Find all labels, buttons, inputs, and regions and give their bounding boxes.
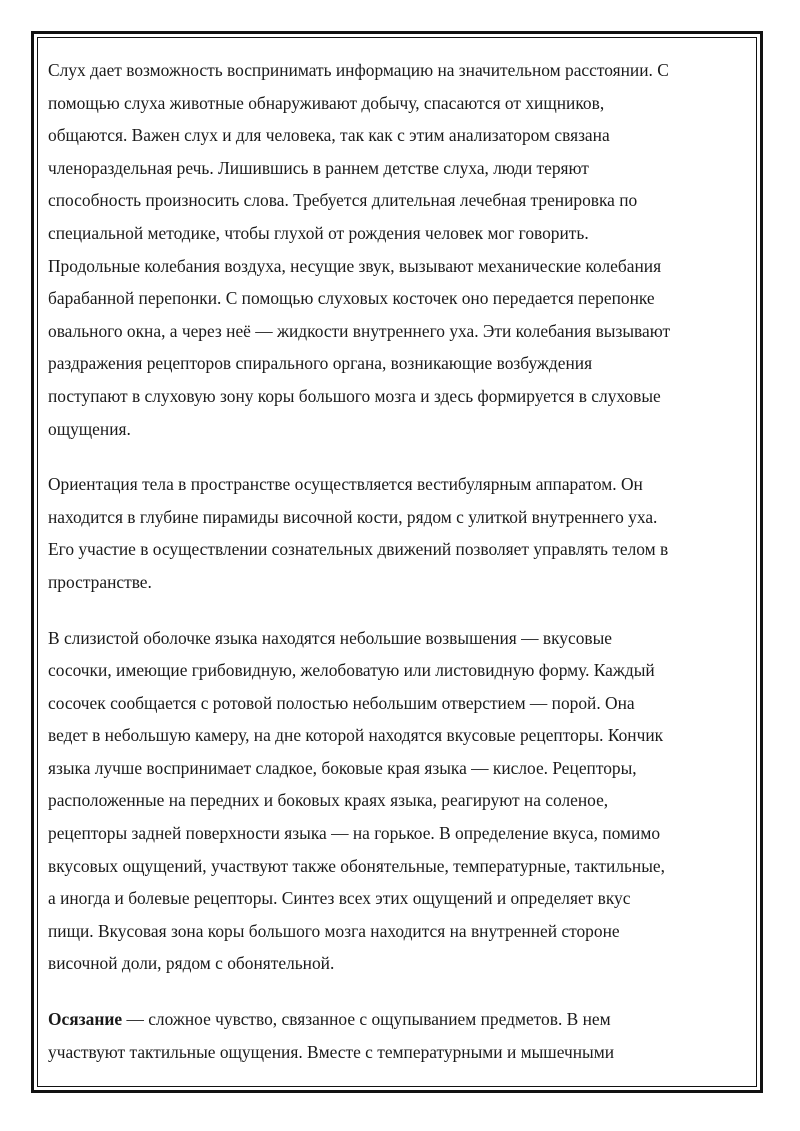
text-line: языка лучше воспринимает сладкое, боковые края языка — кислое. Рецепторы, [48,757,637,778]
text-line: вкусовых ощущений, участвуют также обонятельные, температурные, тактильные, [48,855,665,876]
text-line: членораздельная речь. Лишившись в раннем детстве слуха, люди теряют [48,157,589,178]
text-line: поступают в слуховую зону коры большого мозга и здесь формируется в слуховые [48,385,661,406]
text-line: раздражения рецепторов спирального органа, возникающие возбуждения [48,353,593,374]
text-line: Продольные колебания воздуха, несущие звук, вызывают механические колебания [48,255,662,276]
text-line: Ориентация тела в пространстве осуществляется вестибулярным аппаратом. Он [48,474,643,495]
text-line: ощущения. [48,418,131,439]
text-line: находится в глубине пирамиды височной кости, рядом с улиткой внутреннего уха. [48,506,658,527]
text-line: пищи. Вкусовая зона коры большого мозга находится на внутренней стороне [48,920,620,941]
text-line: а иногда и болевые рецепторы. Синтез всех этих ощущений и определяет вкус [48,888,631,909]
text-line: участвуют тактильные ощущения. Вместе с температурными и мышечными [48,1041,615,1062]
text-line: — сложное чувство, связанное с ощупыванием предметов. В нем [122,1009,611,1030]
text-line: барабанной перепонки. С помощью слуховых косточек оно передается перепонке [48,288,655,309]
text-line: пространстве. [48,571,152,592]
text-line: расположенные на передних и боковых краях языка, реагируют на соленое, [48,790,609,811]
text-line: рецепторы задней поверхности языка — на горькое. В определение вкуса, помимо [48,823,661,844]
text-line: способность произносить слова. Требуется длительная лечебная тренировка по [48,190,638,211]
text-line: специальной методике, чтобы глухой от рождения человек мог говорить. [48,222,589,243]
text-line: овального окна, а через неё — жидкости внутреннего уха. Эти колебания вызывают [48,320,671,341]
paragraph-touch [48,1003,738,1068]
text-line: ведет в небольшую камеру, на дне которой находятся вкусовые рецепторы. Кончик [48,725,664,746]
text-line: Его участие в осуществлении сознательных движений позволяет управлять телом в [48,539,669,560]
bold-term: Осязание [48,1009,123,1030]
text-line: сосочек сообщается с ротовой полостью небольшим отверстием — порой. Она [48,692,635,713]
paragraph-hearing [48,54,738,445]
text-line: Слух дает возможность воспринимать информацию на значительном расстоянии. С [48,60,669,80]
text-line: сосочки, имеющие грибовидную, желобоватую или листовидную форму. Каждый [48,660,655,681]
paragraph-vestibular [48,468,738,598]
text-line: помощью слуха животные обнаруживают добычу, спасаются от хищников, [48,92,605,113]
text-line: височной доли, рядом с обонятельной. [48,953,335,974]
document-body [48,54,738,1091]
text-line: общаются. Важен слух и для человека, так как с этим анализатором связана [48,125,610,146]
paragraph-taste [48,622,738,981]
text-line: В слизистой оболочке языка находятся небольшие возвышения — вкусовые [48,627,613,648]
